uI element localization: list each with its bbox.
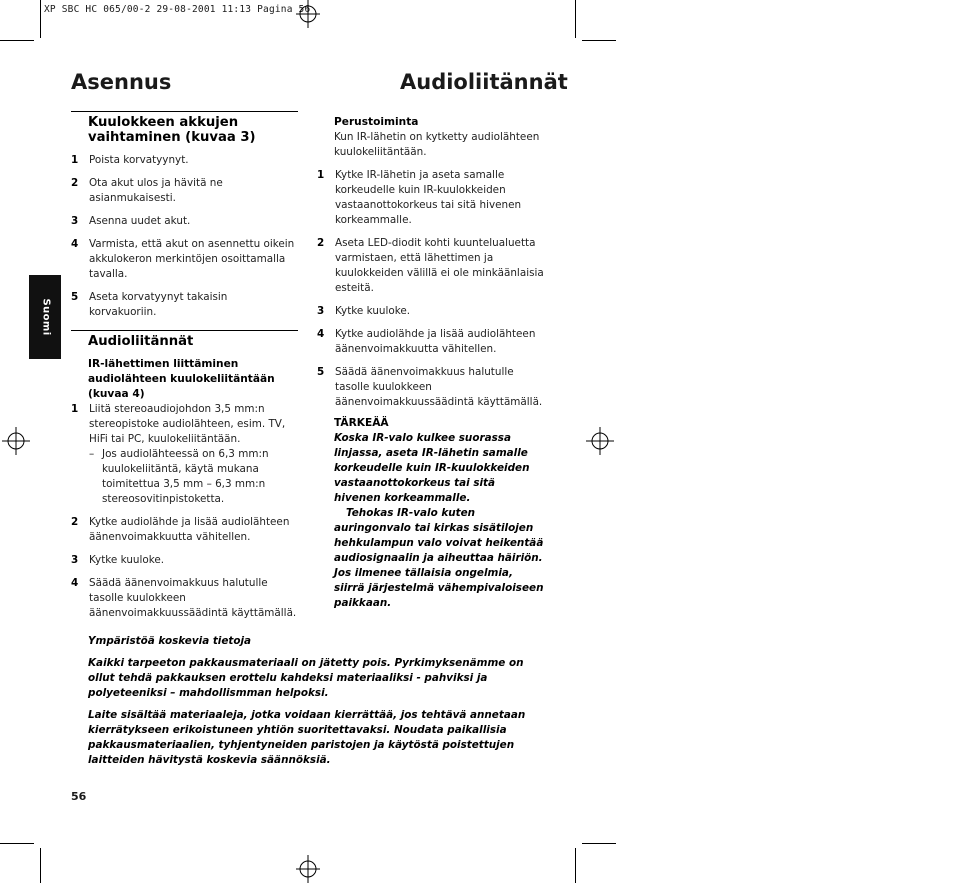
crop-mark bbox=[0, 40, 34, 41]
note-text: Jos audiolähteessä on 6,3 mm:n kuulokeliitäntä, käytä mukana toimitettua 3,5 mm – 6,3 mm:n stereosovitinpistoketta. bbox=[102, 448, 269, 505]
step-text: Kytke kuuloke. bbox=[335, 305, 411, 317]
step-number: 5 bbox=[317, 366, 325, 378]
step-text: Aseta korvatyynyt takaisin korvakuoriin. bbox=[89, 291, 228, 318]
list-item bbox=[317, 327, 545, 357]
crop-mark bbox=[575, 0, 576, 38]
environment-paragraph: Kaikki tarpeeton pakkausmateriaali on jätetty pois. Pyrkimyksenämme on ollut tehdä pakkauksen erottelu kahdeksi materiaaliksi - pahviksi ja polyeteeniksi – mahdollismman helpoksi. bbox=[88, 657, 524, 699]
page-title-left: Asennus bbox=[71, 70, 172, 94]
step-number: 4 bbox=[317, 328, 325, 340]
important-text-2: Tehokas IR-valo kuten auringonvalo tai kirkas sisätilojen hehkulampun valo voivat heikentää audiosignaalin ja aiheuttaa häiriön. Jos ilmenee tällaisia ongelmia, siirrä järjestelmä vähempivaloiseen paikkaan. bbox=[334, 507, 544, 609]
step-number: 2 bbox=[317, 237, 325, 249]
right-column bbox=[317, 115, 545, 611]
step-text: Kytke IR-lähetin ja aseta samalle korkeudelle kuin IR-kuulokkeiden vastaanottokorkeus tai sitä hivenen korkeammalle. bbox=[335, 169, 522, 226]
important-text: Koska IR-valo kulkee suorassa linjassa, aseta IR-lähetin samalle korkeudelle kuin IR-kuulokkeiden vastaanottokorkeus tai sitä hivenen korkeammalle. bbox=[334, 432, 530, 504]
step-text: Varmista, että akut on asennettu oikein akkulokeron merkintöjen osoittamalla tavalla. bbox=[89, 238, 295, 280]
list-item bbox=[71, 153, 298, 168]
left-column bbox=[71, 111, 298, 621]
step-number: 3 bbox=[71, 215, 79, 227]
step-number: 1 bbox=[71, 154, 79, 166]
crop-mark bbox=[40, 848, 41, 883]
registration-mark-icon bbox=[586, 427, 614, 455]
step-text: Kytke kuuloke. bbox=[89, 554, 165, 566]
crop-mark bbox=[582, 843, 616, 844]
print-job-header: XP SBC HC 065/00-2 29-08-2001 11:13 Pagina 56 bbox=[44, 4, 311, 15]
list-item bbox=[71, 515, 298, 545]
battery-steps bbox=[71, 153, 298, 320]
step-number: 2 bbox=[71, 177, 79, 189]
step-text: Poista korvatyynyt. bbox=[89, 154, 189, 166]
crop-mark bbox=[582, 40, 616, 41]
list-item bbox=[71, 576, 298, 621]
list-item bbox=[317, 236, 545, 296]
step-number: 4 bbox=[71, 577, 79, 589]
step-text: Säädä äänenvoimakkuus halutulle tasolle kuulokkeen äänenvoimakkuussäädintä käyttämällä. bbox=[335, 366, 543, 408]
step-text: Säädä äänenvoimakkuus halutulle tasolle kuulokkeen äänenvoimakkuussäädintä käyttämällä. bbox=[89, 577, 297, 619]
basic-intro: Kun IR-lähetin on kytketty audiolähteen kuulokeliitäntään. bbox=[334, 131, 540, 158]
page-number: 56 bbox=[71, 790, 87, 803]
registration-mark-icon bbox=[294, 0, 322, 28]
list-item bbox=[317, 365, 545, 410]
step-number: 4 bbox=[71, 238, 79, 250]
step-text: Ota akut ulos ja hävitä ne asianmukaisesti. bbox=[89, 177, 223, 204]
note-item bbox=[89, 447, 298, 507]
environment-heading: Ympäristöä koskevia tietoja bbox=[88, 635, 252, 647]
important-label: TÄRKEÄÄ bbox=[334, 417, 389, 429]
list-item bbox=[71, 553, 298, 568]
audio-subheading: IR-lähettimen liittäminen audiolähteen kuulokeliitäntään (kuvaa 4) bbox=[88, 358, 275, 400]
step-number: 5 bbox=[71, 291, 79, 303]
registration-mark-icon bbox=[2, 427, 30, 455]
page-title-right: Audioliitännät bbox=[400, 70, 568, 94]
battery-heading: Kuulokkeen akkujen vaihtaminen (kuvaa 3) bbox=[71, 111, 298, 145]
step-text: Aseta LED-diodit kohti kuuntelualuetta varmistaen, että lähettimen ja kuulokkeiden välillä ei ole minkäänlaisia esteitä. bbox=[335, 237, 544, 294]
list-item bbox=[317, 168, 545, 228]
step-number: 2 bbox=[71, 516, 79, 528]
basic-heading: Perustoiminta bbox=[334, 116, 419, 128]
audio-heading: Audioliitännät bbox=[71, 330, 298, 349]
crop-mark bbox=[40, 0, 41, 38]
list-item bbox=[71, 402, 298, 507]
registration-mark-icon bbox=[294, 855, 322, 883]
step-text: Asenna uudet akut. bbox=[89, 215, 191, 227]
step-text: Liitä stereoaudiojohdon 3,5 mm:n stereopistoke audiolähteen, esim. TV, HiFi tai PC, kuulokeliitäntään. bbox=[89, 403, 286, 445]
step-text: Kytke audiolähde ja lisää audiolähteen äänenvoimakkuutta vähitellen. bbox=[335, 328, 536, 355]
step-number: 3 bbox=[71, 554, 79, 566]
list-item bbox=[71, 290, 298, 320]
list-item bbox=[71, 214, 298, 229]
step-number: 3 bbox=[317, 305, 325, 317]
step-text: Kytke audiolähde ja lisää audiolähteen äänenvoimakkuutta vähitellen. bbox=[89, 516, 290, 543]
list-item bbox=[317, 304, 545, 319]
crop-mark bbox=[0, 843, 34, 844]
environment-paragraph-2: Laite sisältää materiaaleja, jotka voidaan kierrättää, jos tehtävä annetaan kierrätykseen erikoistuneen yhtiön suoritettavaksi. Noudata paikallisia pakkausmateriaalien, tyhjentyneiden paristojen ja käytöstä poistettujen laitteiden hävitystä koskevia säännöksiä. bbox=[88, 709, 526, 766]
list-item bbox=[71, 176, 298, 206]
crop-mark bbox=[575, 848, 576, 883]
dash-mark: – bbox=[89, 448, 95, 460]
language-tab-label: Suomi bbox=[40, 298, 52, 336]
step-number: 1 bbox=[71, 403, 79, 415]
list-item bbox=[71, 237, 298, 282]
step-number: 1 bbox=[317, 169, 325, 181]
